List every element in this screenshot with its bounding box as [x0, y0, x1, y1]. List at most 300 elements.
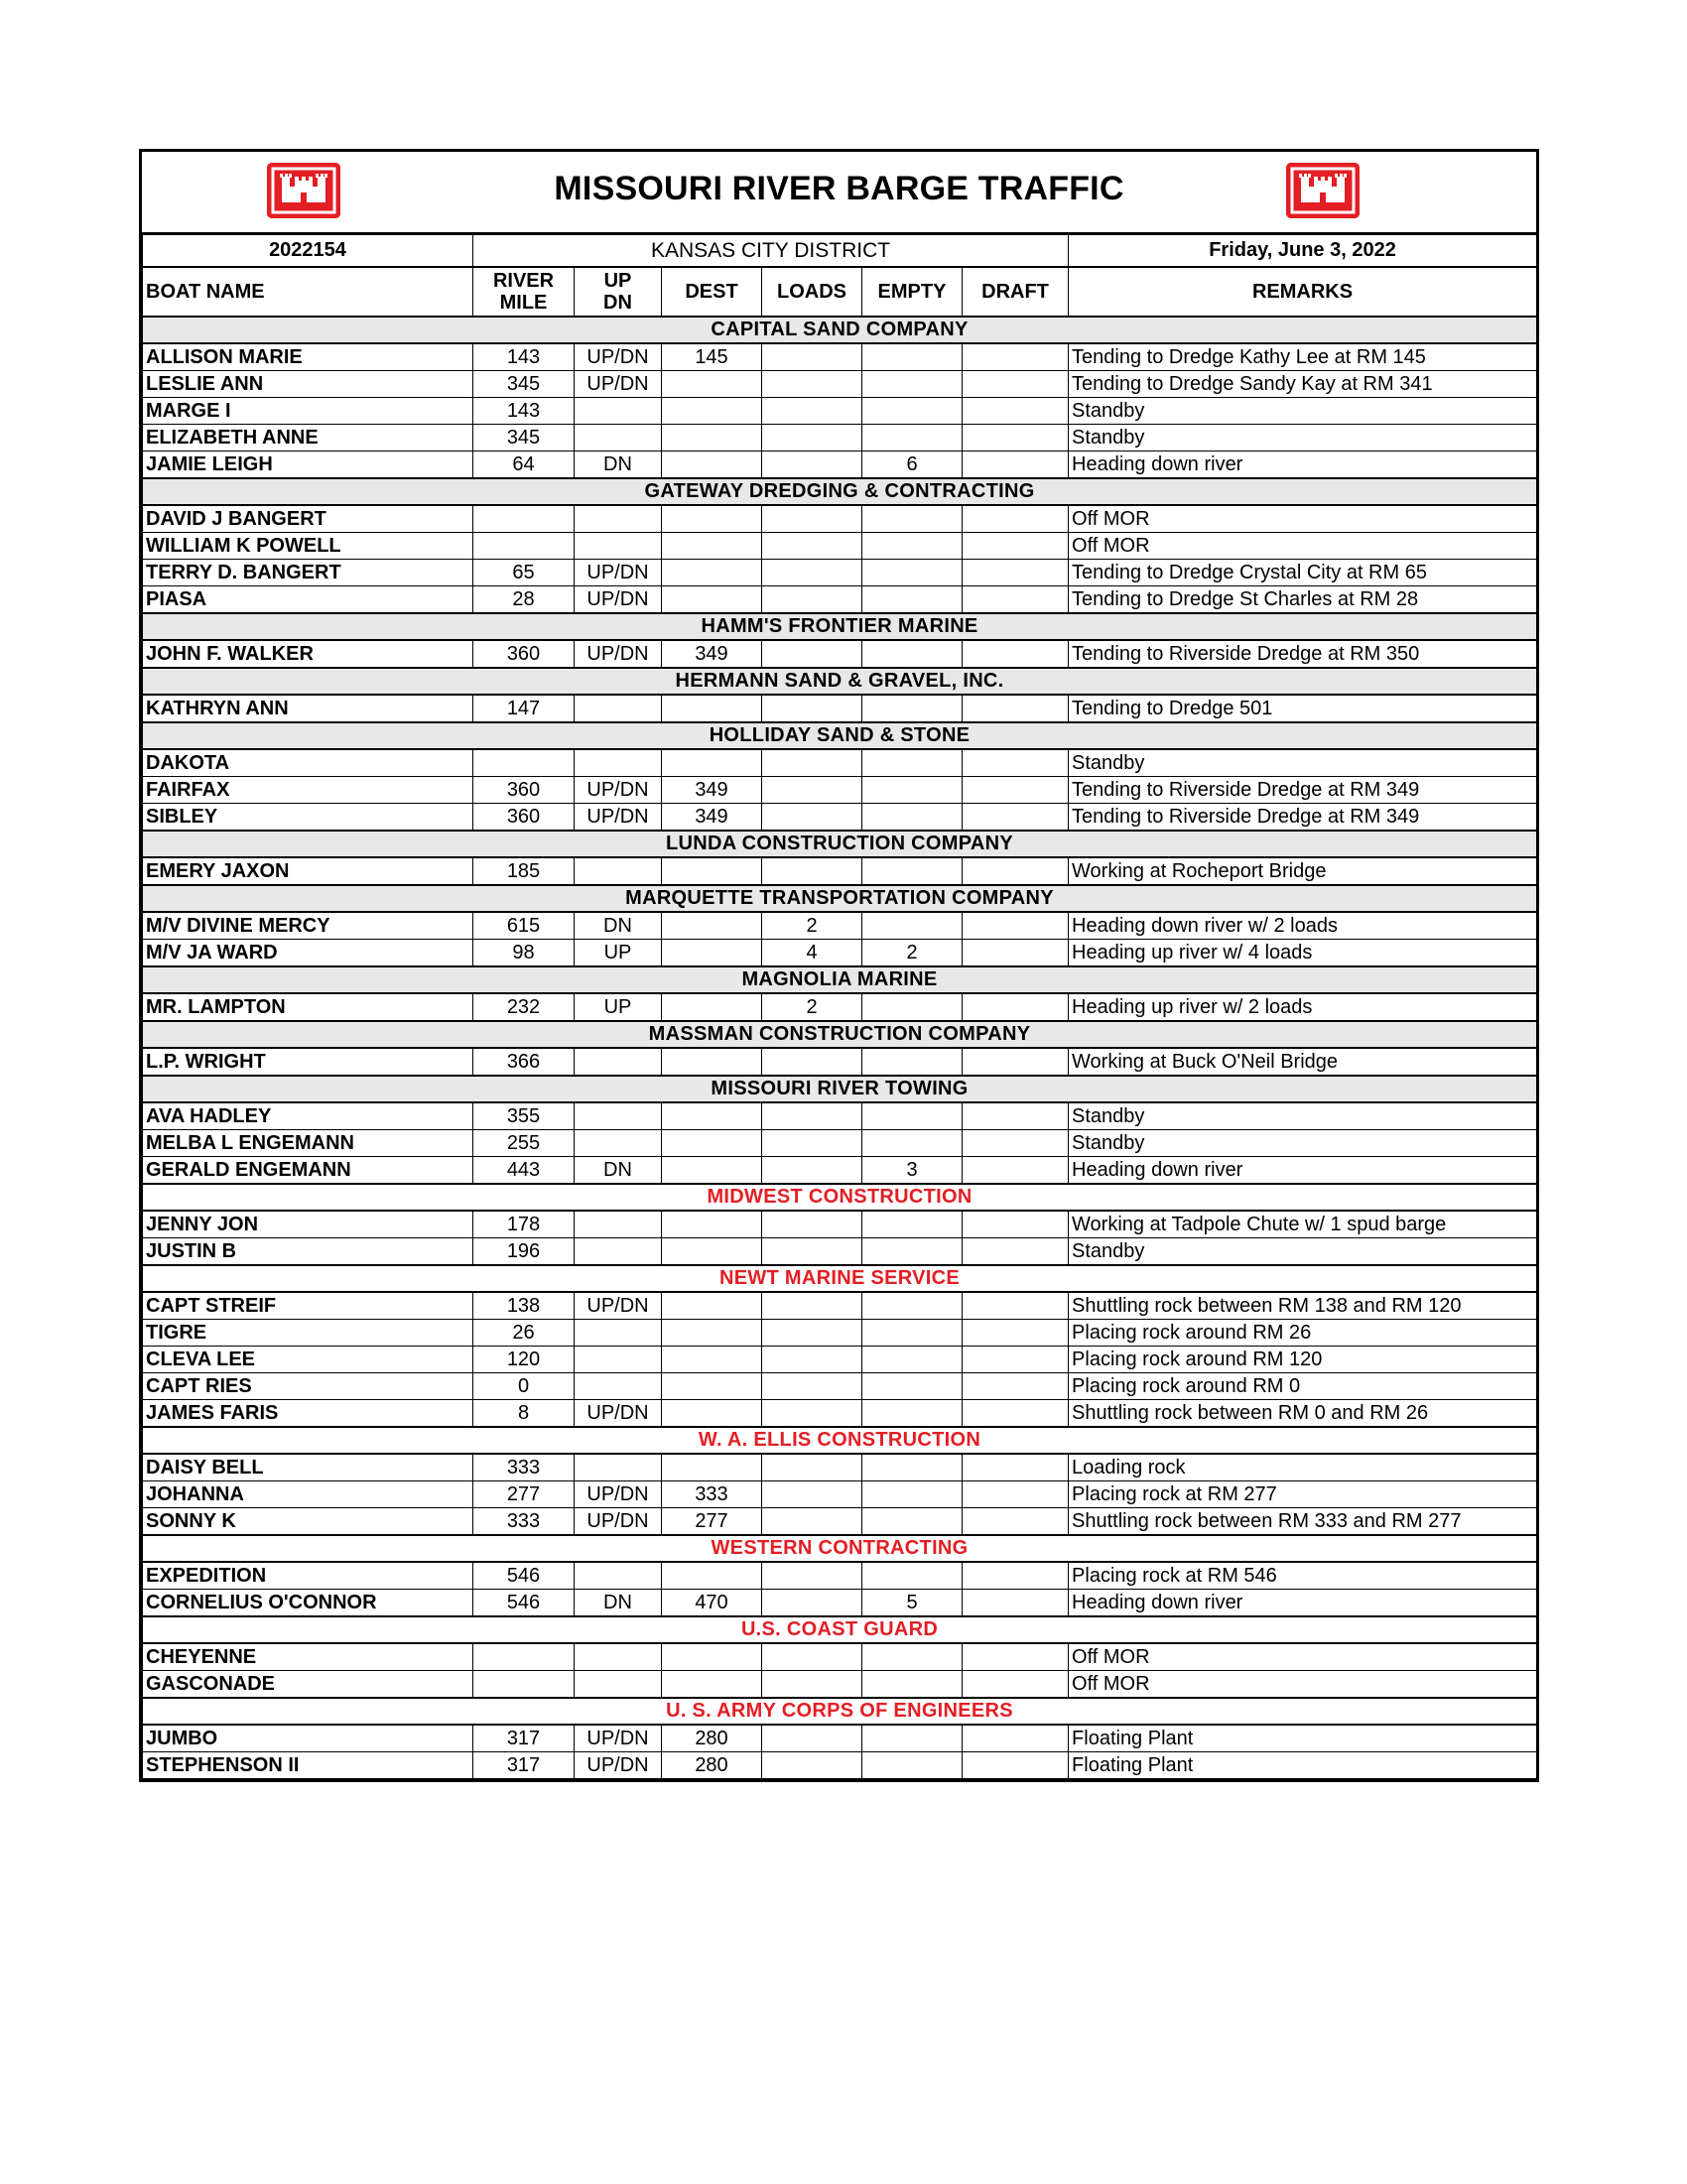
remarks-cell: Working at Rocheport Bridge	[1069, 857, 1537, 885]
report-date: Friday, June 3, 2022	[1069, 235, 1537, 268]
remarks-cell: Shuttling rock between RM 333 and RM 277	[1069, 1508, 1537, 1536]
dest-cell: 349	[662, 640, 762, 668]
up-dn-cell: UP/DN	[575, 586, 662, 614]
report-number: 2022154	[143, 235, 473, 268]
dest-cell	[662, 586, 762, 614]
dest-cell	[662, 1400, 762, 1428]
up-dn-cell	[575, 1347, 662, 1373]
river-mile-cell: 615	[473, 912, 575, 940]
col-up-dn: UP DN	[575, 267, 662, 317]
company-name: HERMANN SAND & GRAVEL, INC.	[143, 668, 1537, 695]
company-name: HOLLIDAY SAND & STONE	[143, 722, 1537, 749]
col-draft: DRAFT	[963, 267, 1069, 317]
boat-name-cell: TERRY D. BANGERT	[143, 560, 473, 586]
company-name: HAMM'S FRONTIER MARINE	[143, 613, 1537, 640]
boat-name-cell: JAMES FARIS	[143, 1400, 473, 1428]
boat-name-cell: ELIZABETH ANNE	[143, 425, 473, 451]
draft-cell	[963, 371, 1069, 398]
draft-cell	[963, 640, 1069, 668]
draft-cell	[963, 1562, 1069, 1590]
boat-row	[143, 1481, 1537, 1508]
up-dn-cell	[575, 1320, 662, 1347]
boat-row	[143, 505, 1537, 533]
company-header-row	[143, 1535, 1537, 1562]
loads-cell	[762, 857, 862, 885]
empty-cell	[862, 560, 963, 586]
loads-cell	[762, 777, 862, 804]
draft-cell	[963, 1590, 1069, 1617]
empty-cell: 3	[862, 1157, 963, 1185]
dest-cell: 145	[662, 343, 762, 371]
loads-cell	[762, 1454, 862, 1481]
up-dn-cell	[575, 425, 662, 451]
boat-name-cell: MELBA L ENGEMANN	[143, 1130, 473, 1157]
company-header-row	[143, 317, 1537, 343]
loads-cell	[762, 695, 862, 722]
boat-row	[143, 640, 1537, 668]
remarks-cell: Standby	[1069, 749, 1537, 777]
empty-cell	[862, 425, 963, 451]
river-mile-cell: 65	[473, 560, 575, 586]
loads-cell	[762, 505, 862, 533]
boat-row	[143, 560, 1537, 586]
remarks-cell: Placing rock around RM 26	[1069, 1320, 1537, 1347]
remarks-cell: Tending to Dredge St Charles at RM 28	[1069, 586, 1537, 614]
boat-row	[143, 777, 1537, 804]
empty-cell	[862, 1400, 963, 1428]
river-mile-cell: 143	[473, 398, 575, 425]
draft-cell	[963, 940, 1069, 967]
up-dn-cell: UP/DN	[575, 343, 662, 371]
up-dn-cell	[575, 1048, 662, 1076]
company-header-row	[143, 1698, 1537, 1725]
dest-cell	[662, 1102, 762, 1130]
dest-cell	[662, 1130, 762, 1157]
remarks-cell: Placing rock at RM 277	[1069, 1481, 1537, 1508]
draft-cell	[963, 1238, 1069, 1266]
river-mile-cell: 355	[473, 1102, 575, 1130]
river-mile-cell: 138	[473, 1292, 575, 1320]
remarks-cell: Off MOR	[1069, 1671, 1537, 1699]
remarks-cell: Heading down river	[1069, 1157, 1537, 1185]
loads-cell: 4	[762, 940, 862, 967]
up-dn-cell	[575, 1211, 662, 1238]
draft-cell	[963, 1211, 1069, 1238]
dest-cell	[662, 1347, 762, 1373]
barge-traffic-sheet	[139, 149, 1539, 1782]
column-header-row	[143, 267, 1537, 317]
draft-cell	[963, 586, 1069, 614]
boat-name-cell: SONNY K	[143, 1508, 473, 1536]
up-dn-cell	[575, 398, 662, 425]
dest-cell	[662, 749, 762, 777]
draft-cell	[963, 1400, 1069, 1428]
loads-cell	[762, 1157, 862, 1185]
dest-cell: 280	[662, 1752, 762, 1779]
dest-cell	[662, 1292, 762, 1320]
up-dn-cell	[575, 1671, 662, 1699]
river-mile-cell: 317	[473, 1752, 575, 1779]
loads-cell	[762, 1320, 862, 1347]
draft-cell	[963, 1725, 1069, 1752]
company-header-row	[143, 1076, 1537, 1102]
col-boat-name: BOAT NAME	[143, 267, 473, 317]
river-mile-cell	[473, 1671, 575, 1699]
company-header-row	[143, 1265, 1537, 1292]
river-mile-cell: 546	[473, 1562, 575, 1590]
remarks-cell: Loading rock	[1069, 1454, 1537, 1481]
loads-cell	[762, 1347, 862, 1373]
boat-name-cell: JENNY JON	[143, 1211, 473, 1238]
boat-row	[143, 1643, 1537, 1671]
river-mile-cell: 360	[473, 777, 575, 804]
draft-cell	[963, 1130, 1069, 1157]
boat-row	[143, 533, 1537, 560]
loads-cell	[762, 1238, 862, 1266]
empty-cell	[862, 857, 963, 885]
company-name: MARQUETTE TRANSPORTATION COMPANY	[143, 885, 1537, 912]
dest-cell	[662, 1157, 762, 1185]
remarks-cell: Off MOR	[1069, 1643, 1537, 1671]
remarks-cell: Tending to Dredge Kathy Lee at RM 145	[1069, 343, 1537, 371]
boat-name-cell: SIBLEY	[143, 804, 473, 832]
empty-cell	[862, 1508, 963, 1536]
remarks-cell: Heading down river	[1069, 1590, 1537, 1617]
empty-cell: 6	[862, 451, 963, 479]
empty-cell: 2	[862, 940, 963, 967]
col-empty: EMPTY	[862, 267, 963, 317]
company-name: NEWT MARINE SERVICE	[143, 1265, 1537, 1292]
loads-cell	[762, 1643, 862, 1671]
boat-row	[143, 1211, 1537, 1238]
boat-name-cell: JUSTIN B	[143, 1238, 473, 1266]
river-mile-cell	[473, 505, 575, 533]
boat-name-cell: WILLIAM K POWELL	[143, 533, 473, 560]
river-mile-cell: 120	[473, 1347, 575, 1373]
boat-row	[143, 993, 1537, 1021]
company-name: U. S. ARMY CORPS OF ENGINEERS	[143, 1698, 1537, 1725]
empty-cell	[862, 343, 963, 371]
draft-cell	[963, 1048, 1069, 1076]
boat-row	[143, 1671, 1537, 1699]
up-dn-cell: UP/DN	[575, 1400, 662, 1428]
remarks-cell: Floating Plant	[1069, 1752, 1537, 1779]
dest-cell: 349	[662, 804, 762, 832]
river-mile-cell: 366	[473, 1048, 575, 1076]
boat-row	[143, 695, 1537, 722]
boat-name-cell: GASCONADE	[143, 1671, 473, 1699]
company-name: MAGNOLIA MARINE	[143, 966, 1537, 993]
remarks-cell: Off MOR	[1069, 505, 1537, 533]
dest-cell	[662, 533, 762, 560]
company-name: MISSOURI RIVER TOWING	[143, 1076, 1537, 1102]
up-dn-cell: UP/DN	[575, 777, 662, 804]
river-mile-cell: 546	[473, 1590, 575, 1617]
dest-cell	[662, 1048, 762, 1076]
dest-cell	[662, 1238, 762, 1266]
boat-name-cell: DAISY BELL	[143, 1454, 473, 1481]
boat-name-cell: JOHN F. WALKER	[143, 640, 473, 668]
dest-cell	[662, 993, 762, 1021]
remarks-cell: Shuttling rock between RM 138 and RM 120	[1069, 1292, 1537, 1320]
river-mile-cell: 277	[473, 1481, 575, 1508]
empty-cell	[862, 586, 963, 614]
boat-row	[143, 425, 1537, 451]
loads-cell	[762, 1211, 862, 1238]
dest-cell	[662, 1454, 762, 1481]
boat-row	[143, 343, 1537, 371]
loads-cell	[762, 1590, 862, 1617]
draft-cell	[963, 1102, 1069, 1130]
boat-row	[143, 1454, 1537, 1481]
up-dn-cell: DN	[575, 1590, 662, 1617]
river-mile-cell: 185	[473, 857, 575, 885]
loads-cell	[762, 1048, 862, 1076]
empty-cell	[862, 1454, 963, 1481]
boat-name-cell: LESLIE ANN	[143, 371, 473, 398]
loads-cell	[762, 451, 862, 479]
loads-cell	[762, 398, 862, 425]
loads-cell	[762, 1562, 862, 1590]
company-header-row	[143, 1184, 1537, 1211]
dest-cell	[662, 1671, 762, 1699]
empty-cell	[862, 749, 963, 777]
boat-row	[143, 451, 1537, 479]
up-dn-cell	[575, 695, 662, 722]
river-mile-cell: 345	[473, 371, 575, 398]
boat-name-cell: STEPHENSON II	[143, 1752, 473, 1779]
company-name: GATEWAY DREDGING & CONTRACTING	[143, 478, 1537, 505]
draft-cell	[963, 804, 1069, 832]
dest-cell	[662, 912, 762, 940]
boat-row	[143, 1752, 1537, 1779]
usace-castle-logo-icon	[1286, 163, 1360, 218]
remarks-cell: Heading down river	[1069, 451, 1537, 479]
draft-cell	[963, 749, 1069, 777]
boat-row	[143, 1102, 1537, 1130]
river-mile-cell: 360	[473, 804, 575, 832]
empty-cell	[862, 1562, 963, 1590]
empty-cell	[862, 1238, 963, 1266]
col-river-mile: RIVER MILE	[473, 267, 575, 317]
river-mile-cell: 345	[473, 425, 575, 451]
company-header-row	[143, 478, 1537, 505]
boat-name-cell: CAPT STREIF	[143, 1292, 473, 1320]
up-dn-cell: DN	[575, 912, 662, 940]
loads-cell	[762, 560, 862, 586]
draft-cell	[963, 1671, 1069, 1699]
boat-name-cell: AVA HADLEY	[143, 1102, 473, 1130]
boat-row	[143, 749, 1537, 777]
river-mile-cell: 360	[473, 640, 575, 668]
loads-cell	[762, 533, 862, 560]
river-mile-cell: 64	[473, 451, 575, 479]
district-name: KANSAS CITY DISTRICT	[473, 235, 1069, 268]
loads-cell	[762, 804, 862, 832]
boat-name-cell: TIGRE	[143, 1320, 473, 1347]
empty-cell	[862, 1671, 963, 1699]
draft-cell	[963, 1347, 1069, 1373]
boat-row	[143, 1562, 1537, 1590]
remarks-cell: Tending to Dredge Crystal City at RM 65	[1069, 560, 1537, 586]
draft-cell	[963, 1481, 1069, 1508]
boat-row	[143, 1238, 1537, 1266]
remarks-cell: Heading up river w/ 4 loads	[1069, 940, 1537, 967]
draft-cell	[963, 857, 1069, 885]
boat-row	[143, 1508, 1537, 1536]
draft-cell	[963, 505, 1069, 533]
draft-cell	[963, 343, 1069, 371]
river-mile-cell: 232	[473, 993, 575, 1021]
up-dn-cell: UP/DN	[575, 371, 662, 398]
up-dn-cell: UP/DN	[575, 640, 662, 668]
loads-cell	[762, 640, 862, 668]
company-header-row	[143, 1616, 1537, 1643]
up-dn-cell: DN	[575, 451, 662, 479]
river-mile-cell: 28	[473, 586, 575, 614]
remarks-cell: Heading up river w/ 2 loads	[1069, 993, 1537, 1021]
up-dn-cell: UP/DN	[575, 1481, 662, 1508]
boat-name-cell: FAIRFAX	[143, 777, 473, 804]
up-dn-cell	[575, 1562, 662, 1590]
boat-row	[143, 1292, 1537, 1320]
remarks-cell: Tending to Riverside Dredge at RM 349	[1069, 777, 1537, 804]
boat-row	[143, 1320, 1537, 1347]
draft-cell	[963, 533, 1069, 560]
boat-name-cell: CLEVA LEE	[143, 1347, 473, 1373]
loads-cell	[762, 1373, 862, 1400]
boat-name-cell: KATHRYN ANN	[143, 695, 473, 722]
loads-cell	[762, 1508, 862, 1536]
up-dn-cell	[575, 1454, 662, 1481]
draft-cell	[963, 1508, 1069, 1536]
river-mile-cell: 255	[473, 1130, 575, 1157]
draft-cell	[963, 777, 1069, 804]
empty-cell	[862, 640, 963, 668]
boat-row	[143, 912, 1537, 940]
boat-name-cell: EXPEDITION	[143, 1562, 473, 1590]
boat-name-cell: M/V JA WARD	[143, 940, 473, 967]
remarks-cell: Standby	[1069, 1238, 1537, 1266]
boat-name-cell: EMERY JAXON	[143, 857, 473, 885]
boat-name-cell: ALLISON MARIE	[143, 343, 473, 371]
dest-cell: 349	[662, 777, 762, 804]
dest-cell: 280	[662, 1725, 762, 1752]
river-mile-cell: 317	[473, 1725, 575, 1752]
river-mile-cell: 0	[473, 1373, 575, 1400]
company-header-row	[143, 1021, 1537, 1048]
river-mile-cell	[473, 533, 575, 560]
empty-cell	[862, 1130, 963, 1157]
company-name: MIDWEST CONSTRUCTION	[143, 1184, 1537, 1211]
up-dn-cell: UP	[575, 940, 662, 967]
boat-name-cell: PIASA	[143, 586, 473, 614]
empty-cell	[862, 1643, 963, 1671]
boat-row	[143, 1725, 1537, 1752]
river-mile-cell: 8	[473, 1400, 575, 1428]
boat-row	[143, 857, 1537, 885]
dest-cell	[662, 505, 762, 533]
boat-row	[143, 1130, 1537, 1157]
loads-cell	[762, 749, 862, 777]
loads-cell	[762, 1725, 862, 1752]
loads-cell	[762, 1481, 862, 1508]
dest-cell	[662, 857, 762, 885]
draft-cell	[963, 1157, 1069, 1185]
dest-cell: 277	[662, 1508, 762, 1536]
remarks-cell: Standby	[1069, 425, 1537, 451]
empty-cell	[862, 695, 963, 722]
dest-cell	[662, 371, 762, 398]
boat-row	[143, 1400, 1537, 1428]
loads-cell	[762, 425, 862, 451]
river-mile-cell: 147	[473, 695, 575, 722]
up-dn-cell: UP/DN	[575, 1508, 662, 1536]
remarks-cell: Off MOR	[1069, 533, 1537, 560]
up-dn-cell	[575, 505, 662, 533]
empty-cell: 5	[862, 1590, 963, 1617]
loads-cell	[762, 1130, 862, 1157]
draft-cell	[963, 425, 1069, 451]
empty-cell	[862, 1373, 963, 1400]
river-mile-cell: 143	[473, 343, 575, 371]
boat-row	[143, 1157, 1537, 1185]
river-mile-cell: 443	[473, 1157, 575, 1185]
col-loads: LOADS	[762, 267, 862, 317]
page-title: MISSOURI RIVER BARGE TRAFFIC	[554, 170, 1124, 207]
remarks-cell: Standby	[1069, 398, 1537, 425]
draft-cell	[963, 993, 1069, 1021]
loads-cell: 2	[762, 912, 862, 940]
loads-cell	[762, 1102, 862, 1130]
remarks-cell: Working at Tadpole Chute w/ 1 spud barge	[1069, 1211, 1537, 1238]
empty-cell	[862, 1292, 963, 1320]
draft-cell	[963, 451, 1069, 479]
boat-row	[143, 1048, 1537, 1076]
company-name: MASSMAN CONSTRUCTION COMPANY	[143, 1021, 1537, 1048]
col-remarks: REMARKS	[1069, 267, 1537, 317]
title-row	[142, 152, 1536, 234]
empty-cell	[862, 505, 963, 533]
boat-row	[143, 398, 1537, 425]
dest-cell	[662, 940, 762, 967]
empty-cell	[862, 804, 963, 832]
up-dn-cell	[575, 1238, 662, 1266]
boat-row	[143, 371, 1537, 398]
boat-name-cell: CHEYENNE	[143, 1643, 473, 1671]
remarks-cell: Placing rock around RM 120	[1069, 1347, 1537, 1373]
boat-row	[143, 940, 1537, 967]
empty-cell	[862, 371, 963, 398]
boat-name-cell: M/V DIVINE MERCY	[143, 912, 473, 940]
up-dn-cell: DN	[575, 1157, 662, 1185]
company-name: LUNDA CONSTRUCTION COMPANY	[143, 831, 1537, 857]
up-dn-cell: UP/DN	[575, 560, 662, 586]
boat-name-cell: CAPT RIES	[143, 1373, 473, 1400]
info-row	[143, 235, 1537, 268]
up-dn-cell	[575, 1643, 662, 1671]
dest-cell	[662, 398, 762, 425]
remarks-cell: Working at Buck O'Neil Bridge	[1069, 1048, 1537, 1076]
company-header-row	[143, 885, 1537, 912]
boat-name-cell: GERALD ENGEMANN	[143, 1157, 473, 1185]
draft-cell	[963, 1454, 1069, 1481]
boat-name-cell: MARGE I	[143, 398, 473, 425]
remarks-cell: Standby	[1069, 1130, 1537, 1157]
boat-row	[143, 1347, 1537, 1373]
company-name: CAPITAL SAND COMPANY	[143, 317, 1537, 343]
boat-name-cell: MR. LAMPTON	[143, 993, 473, 1021]
